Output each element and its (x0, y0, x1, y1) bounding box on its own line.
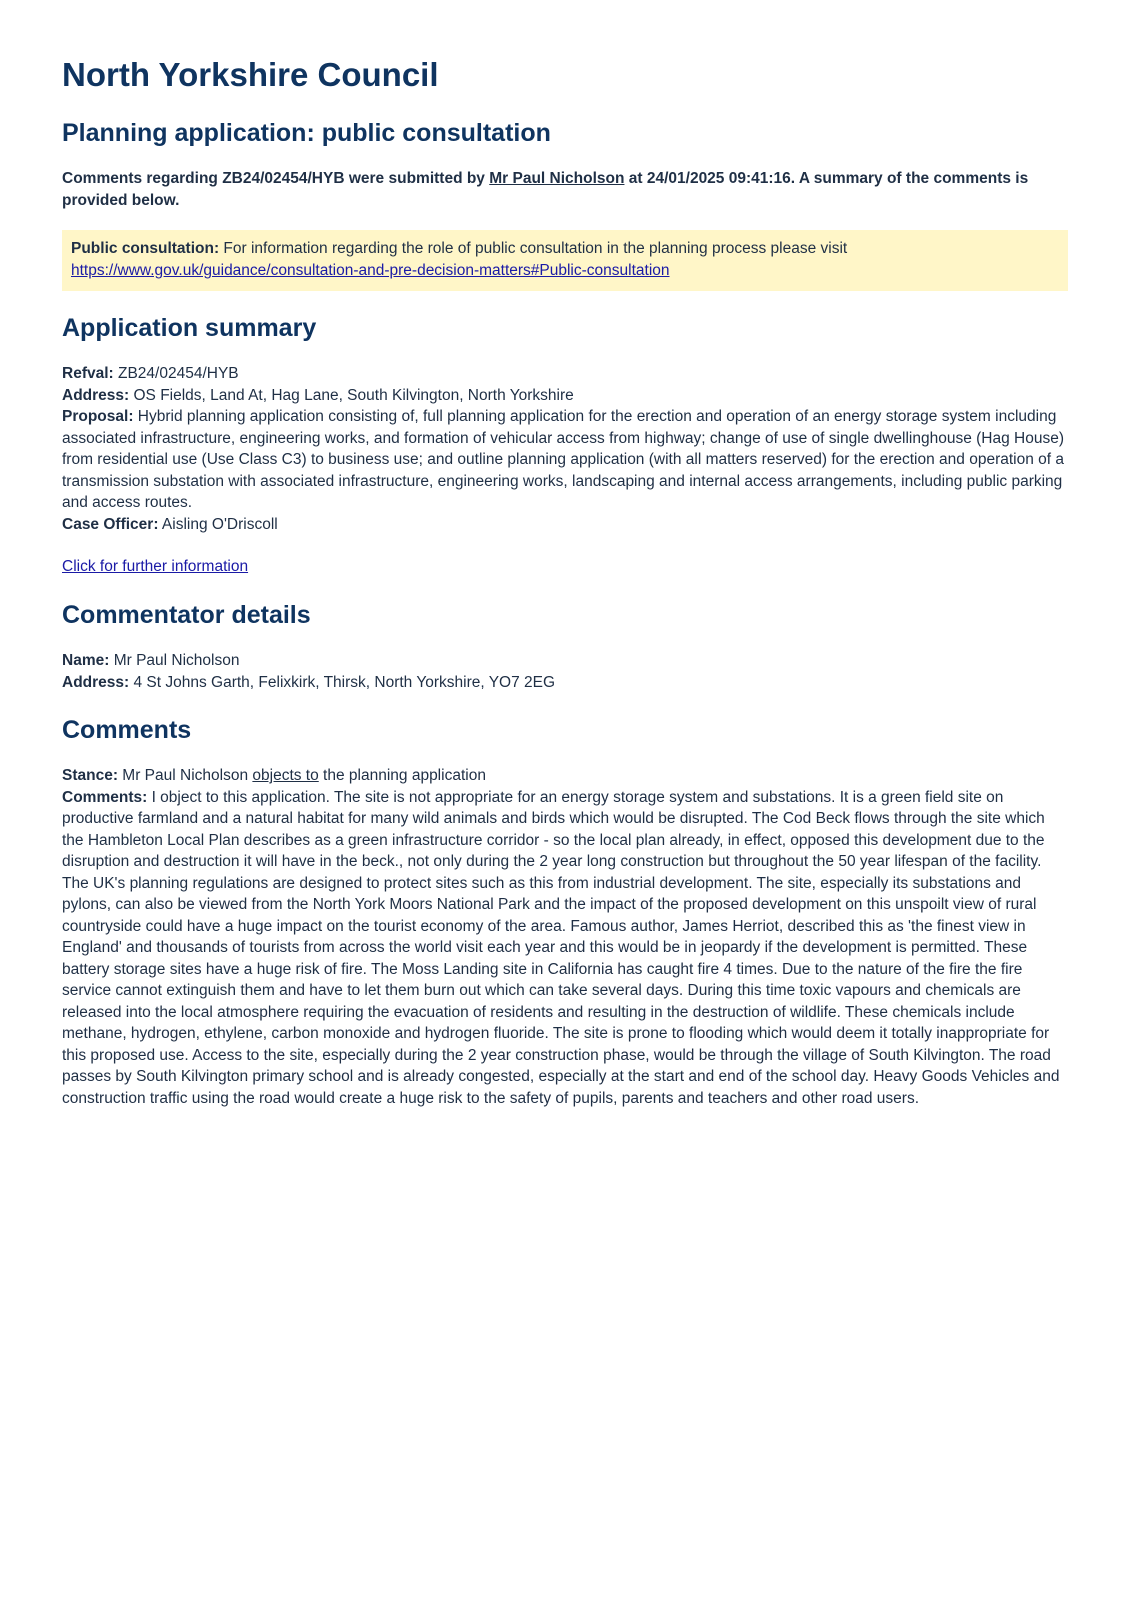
stance-link[interactable]: objects to (252, 767, 319, 784)
comments-heading: Comments (62, 716, 192, 744)
application-summary-heading: Application summary (62, 314, 317, 342)
stance-row (62, 765, 1068, 787)
address-label: Address: (62, 386, 130, 404)
case-officer-row (62, 514, 1068, 536)
comments-row (62, 787, 1068, 1110)
comments-text: I object to this application. The site is not appropriate for an energy storage system and substations. It is a green field site on productive farmland and a natural habitat for many wild animals and birds which would be disrupted. The Cod Beck flows through the site which the Hambleton Local Plan describes as a green infrastructure corridor - so the local plan already, in effect, opposed this development due to the disruption and destruction it will have in the beck., not only during the 2 year long construction but throughout the 50 year lifespan of the facility. The UK's planning regulations are designed to protect sites such as this from industrial development. The site, especially its substations and pylons, can also be viewed from the North York Moors National Park and the impact of the proposed development on this unspoilt view of rural countryside could have a huge impact on the tourist economy of the area. Famous author, James Herriot, described this as 'the finest view in England' and thousands of tourists from across the world visit each year and this would be in jeopardy if the development is permitted. These battery storage sites have a huge risk of fire. The Moss Landing site in California has caught fire 4 times. Due to the nature of the fire the fire service cannot extinguish them and have to let them burn out which can take several days. During this time toxic vapours and chemicals are released into the local atmosphere requiring the evacuation of residents and resulting in the destruction of wildlife. These chemicals include methane, hydrogen, ethylene, carbon monoxide and hydrogen fluoride. The site is prone to flooding which would deem it totally inappropriate for this proposed use. Access to the site, especially during the 2 year construction phase, would be through the village of South Kilvington. The road passes by South Kilvington primary school and is already congested, especially at the start and end of the school day. Heavy Goods Vehicles and construction traffic using the road would create a huge risk to the safety of pupils, parents and teachers and other road users. (62, 788, 1060, 1107)
commentator-name-row (62, 650, 1068, 672)
commentator-address-row (62, 672, 1068, 694)
commentator-fields (62, 650, 1068, 693)
org-title: North Yorkshire Council (62, 56, 439, 93)
proposal-value: Hybrid planning application consisting of, full planning application for the erection and operation of an energy storage system including associated infrastructure, engineering works, and formation of vehicular access from highway; change of use of single dwellinghouse (Hag House) from residential use (Use Class C3) to business use; and outline planning application (with all matters reserved) for the erection and operation of a transmission substation with associated infrastructure, engineering works, landscaping and internal access arrangements, including public parking and access routes. (62, 408, 1065, 511)
commentator-address-value: 4 St Johns Garth, Felixkirk, Thirsk, North Yorkshire, YO7 2EG (129, 673, 556, 691)
further-information (62, 556, 1068, 578)
further-information-link[interactable]: Click for further information (62, 558, 249, 575)
commentator-name-label: Name: (62, 652, 110, 669)
consultation-guidance-link[interactable]: https://www.gov.uk/guidance/consultation-and-pre-decision-matters#Public-consultation (71, 262, 670, 279)
proposal-row (62, 406, 1068, 514)
commentator-details-heading: Commentator details (62, 601, 311, 629)
refval-row (62, 363, 1068, 385)
refval-label: Refval: (62, 365, 114, 382)
page-subtitle: Planning application: public consultation (62, 119, 551, 147)
commentator-address-label: Address: (62, 673, 130, 691)
intro-prefix: Comments regarding ZB24/02454/HYB were submitted by (62, 170, 490, 187)
address-row (62, 385, 1068, 407)
commenter-link[interactable]: Mr Paul Nicholson (489, 170, 625, 187)
intro-suffix: at 24/01/2025 09:41:16. A summary of the comments is provided below. (62, 170, 1029, 209)
application-summary-fields (62, 363, 1068, 535)
stance-suffix: the planning application (318, 767, 486, 784)
proposal-label: Proposal: (62, 408, 134, 425)
stance-label: Stance: (62, 767, 118, 784)
comments-fields (62, 765, 1068, 1109)
address-value: OS Fields, Land At, Hag Lane, South Kilvington, North Yorkshire (129, 386, 574, 404)
refval-value: ZB24/02454/HYB (113, 365, 239, 382)
case-officer-label: Case Officer: (62, 515, 159, 533)
commentator-name-value: Mr Paul Nicholson (109, 652, 240, 669)
public-consultation-notice (62, 230, 1068, 291)
case-officer-value: Aisling O'Driscoll (158, 515, 278, 533)
notice-text: For information regarding the role of public consultation in the planning process please visit (219, 240, 848, 257)
comments-label: Comments: (62, 788, 148, 806)
submission-summary (62, 168, 1068, 212)
stance-prefix: Mr Paul Nicholson (118, 767, 253, 784)
notice-label: Public consultation: (71, 240, 220, 257)
